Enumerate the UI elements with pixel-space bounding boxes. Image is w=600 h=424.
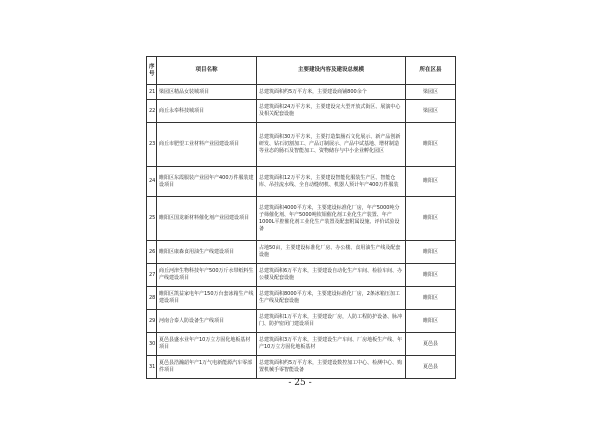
- row-name: 夏邑县盛水业年产10万立方固化地板基材项目: [157, 333, 257, 356]
- row-no: 30: [147, 333, 157, 356]
- row-no: 28: [147, 287, 157, 310]
- row-name: 梁园区精品女装城项目: [157, 85, 257, 100]
- row-name: 睢阳区凯益家电年产150万台套冰箱生产线建设项目: [157, 287, 257, 310]
- row-content: 总建筑面积4000平方米，主要建设标准化厂房，年产5000吨分子筛催化剂、年产5000吨钦钼催化剂工业化生产装置、年产1000L平腔催化剂工业化生产装置及配套附属设施、评价试验设备: [257, 197, 406, 241]
- row-district: 梁园区: [406, 100, 456, 123]
- row-name: 睢阳区国龙新材料催化剂产业园建设项目: [157, 197, 257, 241]
- row-district: 睢阳区: [406, 197, 456, 241]
- row-name: 商丘河津生物科技年产500万斤水带纸料生产线建设项目: [157, 264, 257, 287]
- table-row: [147, 167, 456, 197]
- table-row: [147, 356, 456, 379]
- row-content: 总建筑面积1万平方米，主要建设厂房，人防工程防护设备、脉冲门、防护密闭门建设项目: [257, 310, 406, 333]
- header-district: 所在区县: [406, 57, 456, 85]
- table-header-row: [147, 57, 456, 85]
- table-row: [147, 197, 456, 241]
- row-content: 总建筑面积24万平方米，主要建设完大型开放式街区、展演中心及相关配套设施: [257, 100, 406, 123]
- row-name: 商丘永奉科技城项目: [157, 100, 257, 123]
- table-row: [147, 310, 456, 333]
- project-table: [146, 56, 456, 379]
- row-no: 31: [147, 356, 157, 379]
- row-no: 27: [147, 264, 157, 287]
- row-district: 夏邑县: [406, 356, 456, 379]
- table-row: [147, 264, 456, 287]
- table-row: [147, 287, 456, 310]
- table-row: [147, 241, 456, 264]
- row-no: 29: [147, 310, 157, 333]
- table-row: [147, 333, 456, 356]
- row-name: 睢阳区东霞服装产业园年产400万件服装建设项目: [157, 167, 257, 197]
- page-number: - 25 -: [288, 378, 312, 388]
- row-content: 总建筑面积约5万平方米，主要建设数控加工中心、检测中心、购置机械手零智能设备: [257, 356, 406, 379]
- header-content: 主要建设内容及建设总规模: [257, 57, 406, 85]
- row-content: 总建筑面积30万平方米，主要打造集肠石文化展示、新产品创新研发、钻石切割加工、产品订制展示、产品中试基地、增材制造等业态的肠石及智能加工、资物储存与中小企业孵化园区: [257, 123, 406, 167]
- row-district: 睢阳区: [406, 167, 456, 197]
- row-content: 总建筑面积12万平方米，主要建设智能化服装生产区、智能仓库、吊挂流水线、全自动缝纫机、机器人预计年产400万件服装: [257, 167, 406, 197]
- row-no: 25: [147, 197, 157, 241]
- row-no: 21: [147, 85, 157, 100]
- table-row: [147, 100, 456, 123]
- row-district: 睢阳区: [406, 287, 456, 310]
- row-name: 夏邑县浩瀚韶年产1万气电新能源汽车零部件项目: [157, 356, 257, 379]
- row-name: 睢阳区康森食用油生产线建设项目: [157, 241, 257, 264]
- row-name: 河南合泰人防设备生产线项目: [157, 310, 257, 333]
- row-no: 26: [147, 241, 157, 264]
- row-content: 总建筑面积约5万平方米，主要建设商铺800余个: [257, 85, 406, 100]
- row-content: 总建筑面积6万平方米，主要建设自动化生产车间、检验车间、办公楼及配套设施: [257, 264, 406, 287]
- row-district: 睢阳区: [406, 264, 456, 287]
- row-district: 睢阳区: [406, 241, 456, 264]
- row-district: 睢阳区: [406, 123, 456, 167]
- table-row: [147, 85, 456, 100]
- row-district: 梁园区: [406, 85, 456, 100]
- row-content: 总建筑面积8000平方米，主要建设标准化厂房，2条冰箱压加工生产线及配套设施: [257, 287, 406, 310]
- row-no: 22: [147, 100, 157, 123]
- row-no: 24: [147, 167, 157, 197]
- table-row: [147, 123, 456, 167]
- row-district: 夏邑县: [406, 333, 456, 356]
- header-no: 序号: [147, 57, 157, 85]
- row-content: 总建筑面积3万平方米，主要建设生产车间、厂房地板生产线、年产10万立方固化地板基材: [257, 333, 406, 356]
- header-name: 项目名称: [157, 57, 257, 85]
- row-name: 商丘市肥望工业材料产业园建设项目: [157, 123, 257, 167]
- row-no: 23: [147, 123, 157, 167]
- row-district: 睢阳区: [406, 310, 456, 333]
- row-content: 占地50亩，主要建设标准化厂房、办公楼、食用油生产线及配套设施: [257, 241, 406, 264]
